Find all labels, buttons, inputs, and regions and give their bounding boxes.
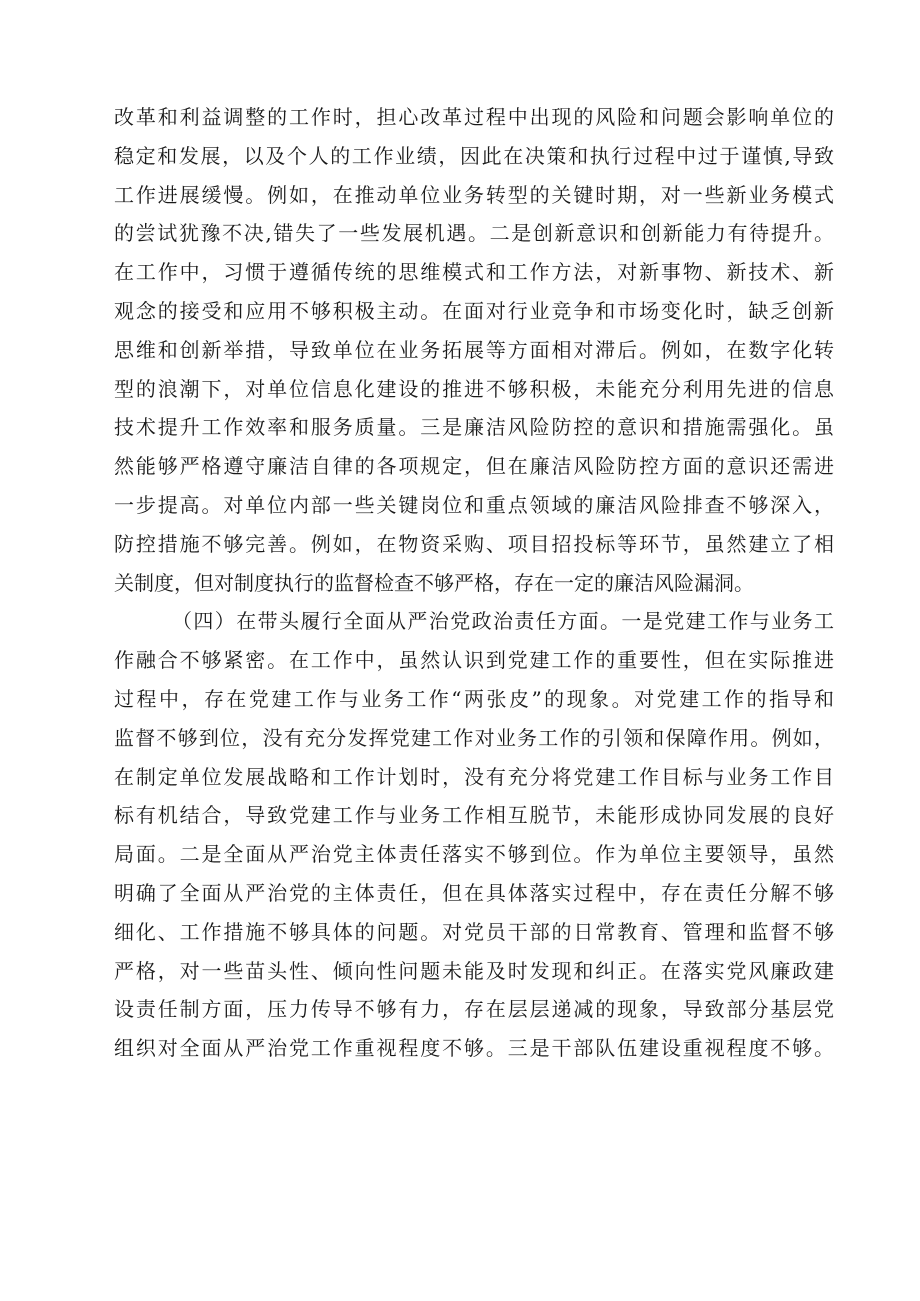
text-line: 组织对全面从严治党工作重视程度不够。三是干部队伍建设重视程度不够。 xyxy=(114,1036,834,1061)
text-line: 稳定和发展，以及个人的工作业绩，因此在决策和执行过程中过于谨慎,导致 xyxy=(114,143,834,168)
text-line: 明确了全面从严治党的主体责任，但在具体落实过程中，存在责任分解不够 xyxy=(114,880,834,905)
text-line: 改革和利益调整的工作时，担心改革过程中出现的风险和问题会影响单位的 xyxy=(114,105,834,129)
text-line: 一步提高。对单位内部一些关键岗位和重点领域的廉洁风险排查不够深入， xyxy=(114,492,834,517)
text-line: 的尝试犹豫不决,错失了一些发展机遇。二是创新意识和创新能力有待提升。 xyxy=(114,221,834,246)
text-line: 在制定单位发展战略和工作计划时，没有充分将党建工作目标与业务工作目 xyxy=(114,764,834,789)
text-line: 工作进展缓慢。例如，在推动单位业务转型的关键时期，对一些新业务模式 xyxy=(114,182,834,207)
text-line: 防控措施不够完善。例如，在物资采购、项目招投标等环节，虽然建立了相 xyxy=(114,531,834,556)
text-line: 局面。二是全面从严治党主体责任落实不够到位。作为单位主要领导，虽然 xyxy=(114,842,834,867)
text-line: 严格，对一些苗头性、倾向性问题未能及时发现和纠正。在落实党风廉政建 xyxy=(114,958,834,983)
text-line: 设责任制方面，压力传导不够有力，存在层层递减的现象，导致部分基层党 xyxy=(114,997,834,1022)
text-line: 思维和创新举措，导致单位在业务拓展等方面相对滞后。例如，在数字化转 xyxy=(114,337,834,362)
body-text xyxy=(114,98,834,1068)
text-line: 在工作中，习惯于遵循传统的思维模式和工作方法，对新事物、新技术、新 xyxy=(114,260,834,285)
paragraph-end-line: 关制度，但对制度执行的监督检查不够严格，存在一定的廉洁风险漏洞。 xyxy=(114,570,754,595)
text-line: 监督不够到位，没有充分发挥党建工作对业务工作的引领和保障作用。例如， xyxy=(114,725,834,750)
text-line: 技术提升工作效率和服务质量。三是廉洁风险防控的意识和措施需强化。虽 xyxy=(114,415,834,440)
text-line: 然能够严格遵守廉洁自律的各项规定，但在廉洁风险防控方面的意识还需进 xyxy=(114,454,834,479)
text-line: 作融合不够紧密。在工作中，虽然认识到党建工作的重要性，但在实际推进 xyxy=(114,648,834,673)
section-heading-line: （四）在带头履行全面从严治党政治责任方面。一是党建工作与业务工 xyxy=(172,609,834,634)
text-line: 标有机结合，导致党建工作与业务工作相互脱节，未能形成协同发展的良好 xyxy=(114,803,834,828)
text-line: 观念的接受和应用不够积极主动。在面对行业竞争和市场变化时，缺乏创新 xyxy=(114,298,834,323)
text-line: 细化、工作措施不够具体的问题。对党员干部的日常教育、管理和监督不够 xyxy=(114,919,834,944)
text-line: 型的浪潮下，对单位信息化建设的推进不够积极，未能充分利用先进的信息 xyxy=(114,376,834,401)
text-line: 过程中，存在党建工作与业务工作“两张皮”的现象。对党建工作的指导和 xyxy=(114,686,834,711)
